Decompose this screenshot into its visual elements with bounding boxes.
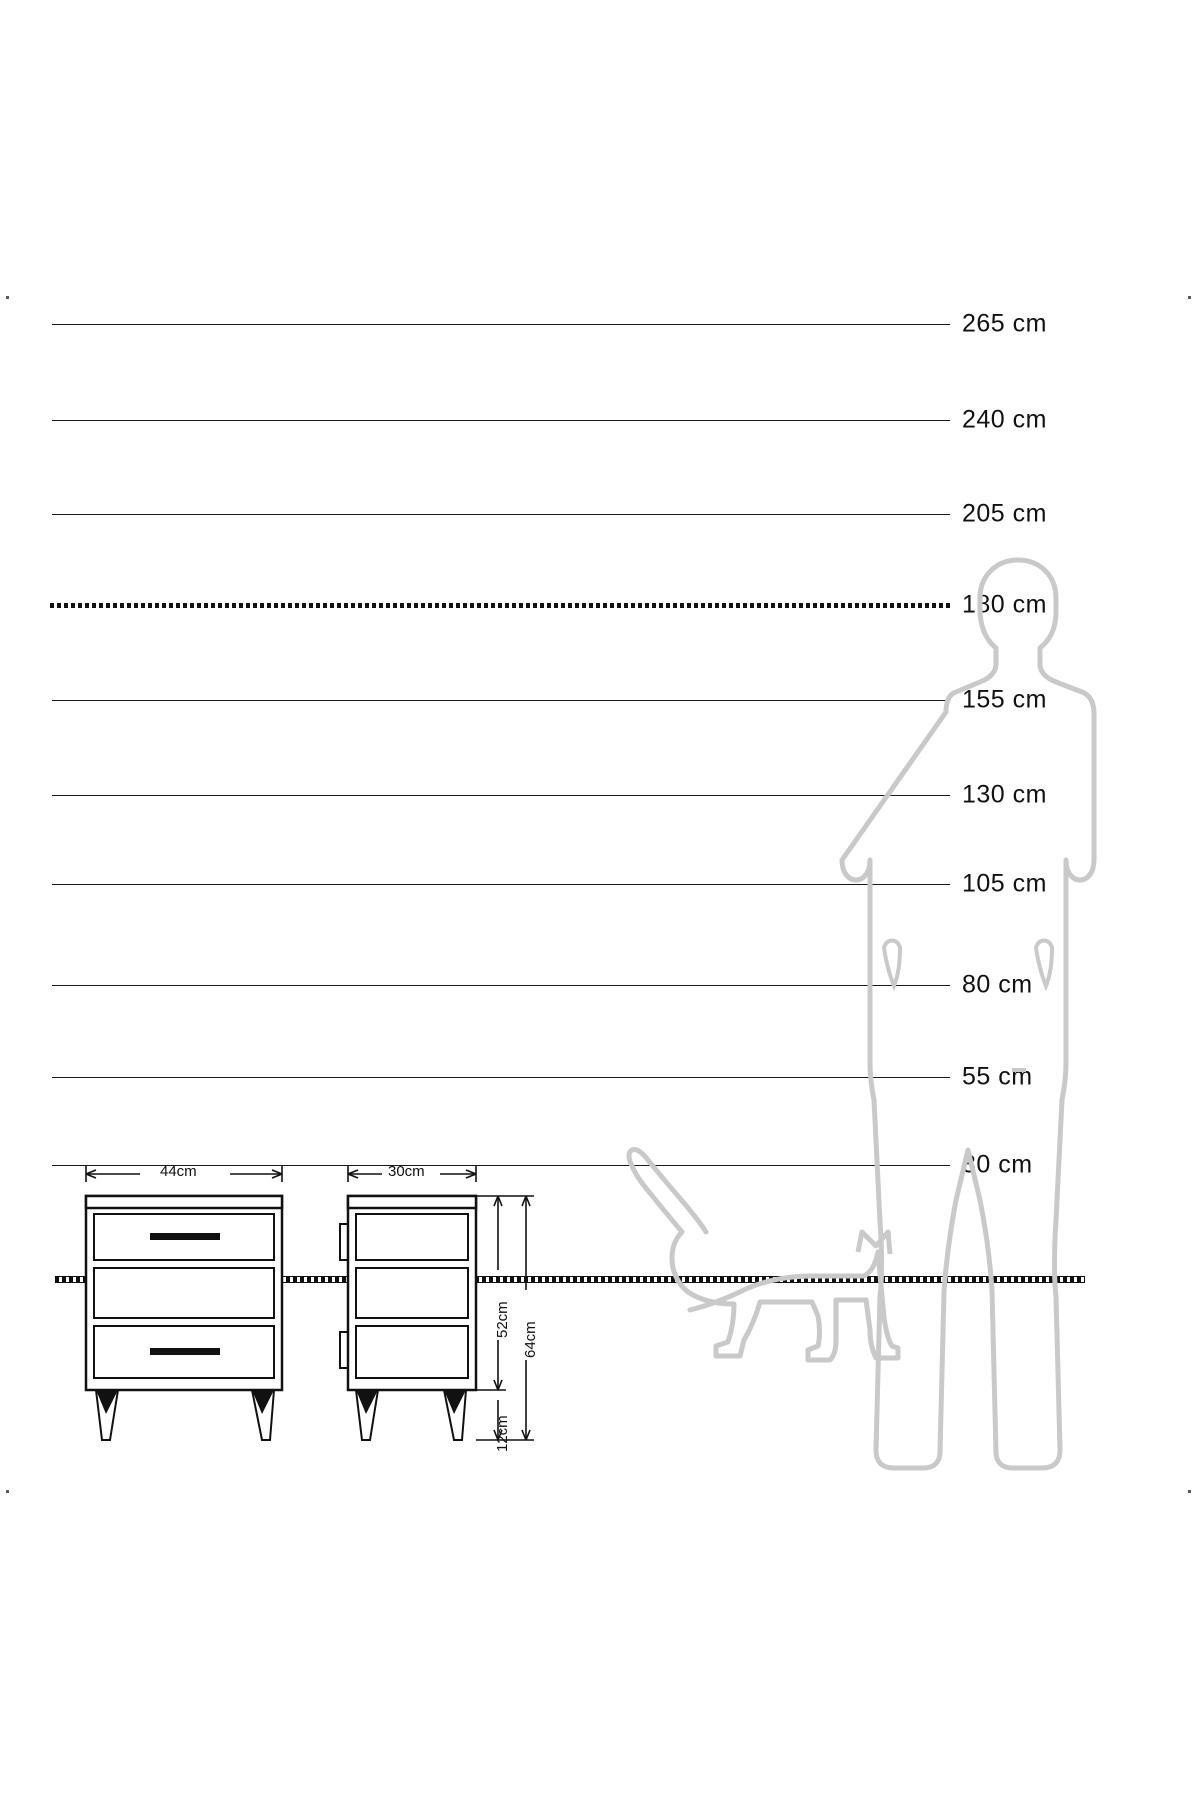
scale-level-55 [0,1062,1200,1091]
corner-mark-top-right [1188,296,1191,299]
scale-line [52,420,950,421]
nightstand-front-view [86,1196,282,1440]
ground-line [55,1276,1085,1283]
scale-line [52,324,950,325]
scale-label: 105 cm [962,869,1047,898]
dimension-label-width-44: 44cm [160,1163,197,1180]
dimension-label-width-30: 30cm [388,1163,425,1180]
dimension-label-height-12: 12cm [494,1415,511,1452]
dimension-label-height-64: 64cm [522,1321,539,1358]
scale-label: 155 cm [962,685,1047,714]
scale-line [52,1077,950,1078]
scale-label: 30 cm [962,1150,1033,1179]
scale-line [52,514,950,515]
scale-level-105 [0,869,1200,898]
scale-level-205 [0,499,1200,528]
corner-mark-top-left [6,296,9,299]
scale-level-240 [0,405,1200,434]
scale-level-155 [0,685,1200,714]
scale-label: 265 cm [962,309,1047,338]
scale-level-265 [0,309,1200,338]
scale-level-80 [0,970,1200,999]
scale-label: 55 cm [962,1062,1033,1091]
scale-label: 130 cm [962,780,1047,809]
scale-line [52,985,950,986]
cat-silhouette [629,1149,898,1360]
scale-label: 80 cm [962,970,1033,999]
scale-label: 205 cm [962,499,1047,528]
scale-label: 180 cm [962,590,1047,619]
corner-mark-bottom-left [6,1490,9,1493]
dimension-lines [86,1166,534,1440]
nightstand-side-view [340,1196,476,1440]
corner-mark-bottom-right [1188,1490,1191,1493]
scale-label: 240 cm [962,405,1047,434]
scale-level-180 [0,590,1200,619]
scale-line [52,884,950,885]
scale-line [52,795,950,796]
scale-level-130 [0,780,1200,809]
dimension-label-height-52: 52cm [494,1301,511,1338]
scale-line-dashed [50,603,950,608]
scale-line [52,700,950,701]
